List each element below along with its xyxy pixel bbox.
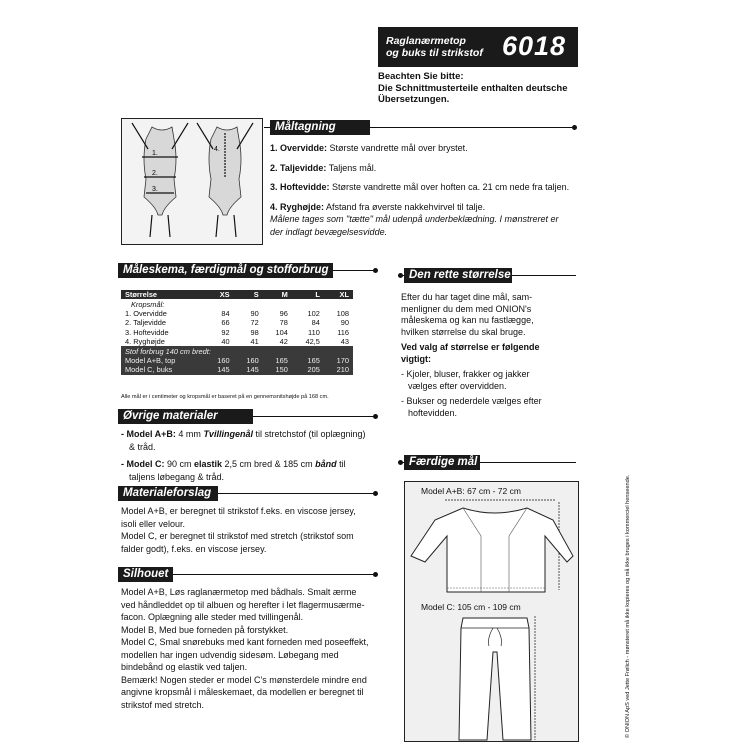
measure-item [270, 201, 590, 214]
right-size-bullet: hoftevidden. [408, 407, 458, 418]
cell: 66 [221, 318, 230, 328]
suggestion-line: falder godt), f.eks. en viscose jersey. [121, 543, 267, 554]
section-heading-size-chart: Måleskema, færdigmål og stofforbrug [118, 263, 333, 278]
cell: 96 [279, 308, 288, 318]
fig-label-3: 3. [152, 186, 158, 193]
measure-item-num: 4. Ryghøjde: [270, 201, 325, 212]
cell: 160 [234, 356, 263, 365]
bullet-dot [373, 491, 378, 496]
trousers-illustration [405, 612, 577, 742]
materials-model: - Model C: [121, 459, 165, 469]
table-row [121, 328, 353, 337]
silhouette-text [121, 586, 383, 711]
materials-list [121, 428, 383, 483]
materials-text: 90 cm [164, 459, 195, 469]
fig-label-1: 1. [152, 150, 158, 157]
cell: 170 [324, 356, 353, 365]
sub-label: Kropsmål: [131, 299, 165, 309]
cell: 145 [204, 365, 233, 374]
measure-item [270, 181, 590, 194]
bullet-dot [398, 273, 403, 278]
cell: 90 [250, 308, 259, 318]
materials-text: & tråd. [129, 441, 156, 452]
materials-emph: bånd [315, 459, 337, 469]
materials-emph: Tvillingenål [203, 429, 253, 439]
cell: 145 [234, 365, 263, 374]
size-header-cell: S [234, 290, 263, 299]
measure-item [270, 162, 590, 175]
body-measurement-figure [121, 118, 263, 245]
pattern-number: 6018 [502, 31, 567, 61]
size-header-cell: M [263, 290, 292, 299]
right-size-line: menligner du dem med ONION's [401, 303, 532, 314]
cell: 42,5 [305, 337, 320, 347]
row-label: 2. Taljevidde [125, 318, 166, 328]
bullet-dot [373, 268, 378, 273]
silhouette-line: Model C, Smal snørebuks med kant forneden med poseeffekt, [121, 637, 369, 647]
bullet-dot [398, 460, 403, 465]
cell: 78 [279, 318, 288, 328]
silhouette-line: angivne kropsmål i måleskemaet, da modellen er beregnet til [121, 687, 364, 697]
suggestion-line: Model A+B, er beregnet til strikstof f.eks. en viscose jersey, [121, 506, 356, 516]
cell: 150 [263, 365, 292, 374]
size-header-row [121, 290, 353, 299]
body-figure-illustration [122, 119, 261, 243]
right-size-bullet: - Kjoler, bluser, frakker og jakker [401, 369, 530, 379]
cell: 84 [221, 308, 230, 318]
measure-item-num: 2. Taljevidde: [270, 162, 327, 173]
fabric-label: Stof forbrug 140 cm bredt: [121, 346, 353, 355]
cell: 116 [337, 327, 349, 337]
materials-text: 2,5 cm bred & 185 cm [222, 459, 316, 469]
note-line: Die Schnittmusterteile enthalten deutsche [378, 82, 568, 94]
right-size-line: Efter du har taget dine mål, sam- [401, 292, 533, 302]
silhouette-line: Model B, Med bue forneden på forstykket. [121, 624, 289, 635]
silhouette-line: Model A+B, Løs raglanærmetop med bådhals. Smalt ærme [121, 587, 357, 597]
cell: 104 [275, 327, 288, 337]
pattern-title-line2: og buks til strikstof [386, 47, 483, 59]
section-heading-finished: Færdige mål [404, 455, 480, 470]
german-note [378, 71, 588, 106]
size-chart-footnote: Alle mål er i centimeter og kropsmål er baseret på en gennemsnitshøjde på 168 cm. [121, 394, 329, 400]
section-heading-suggestions: Materialeforslag [118, 486, 218, 501]
bullet-dot [373, 414, 378, 419]
right-size-bullet: - Bukser og nederdele vælges efter [401, 396, 542, 406]
cell: 84 [311, 318, 320, 328]
size-chart-table-wrap [121, 290, 353, 375]
section-heading-measuring: Måltagning [270, 120, 370, 135]
materials-model: - Model A+B: [121, 429, 176, 439]
materials-text: 4 mm [175, 429, 204, 439]
silhouette-line: facon. Oplægning alle steder med tvillingenål. [121, 612, 304, 622]
right-size-bullet: vælges efter overvidden. [408, 380, 507, 391]
size-header-cell: XL [324, 290, 353, 299]
table-row [121, 365, 353, 374]
measure-item-text: Største vandrette mål over hoften ca. 21 cm nede fra taljen. [332, 182, 570, 192]
cell: 110 [308, 327, 320, 337]
materials-text: taljens løbegang & tråd. [129, 471, 225, 482]
pattern-title-line1: Raglanærmetop [386, 35, 466, 47]
measure-item [270, 142, 590, 155]
section-heading-silhouette: Silhouet [118, 567, 173, 582]
cell: 42 [279, 337, 288, 347]
cell: 41 [250, 337, 259, 347]
materials-item [121, 428, 383, 441]
cell: 165 [292, 356, 324, 365]
size-chart-table [121, 290, 353, 375]
silhouette-line: bindebånd og elastik ved taljen. [121, 662, 248, 672]
table-row [121, 356, 353, 365]
table-row [121, 346, 353, 355]
right-size-line: hvilken størrelse du skal bruge. [401, 326, 526, 337]
materials-item [121, 458, 383, 471]
copyright-vertical: © ONION ApS ved Jette Frølich - mønsteret må ikke kopieres og må ikke bruges i kommerciel henseende. [625, 474, 631, 738]
note-line: Übersetzungen. [378, 94, 450, 105]
measure-note: Målene tages som "tætte" mål udenpå underbeklædning. I mønstreret er [270, 214, 559, 224]
section-heading-materials: Øvrige materialer [118, 409, 253, 424]
measure-item-num: 3. Hoftevidde: [270, 182, 330, 192]
row-label: Model A+B, top [121, 356, 204, 365]
table-row [121, 309, 353, 318]
row-label: 3. Hoftevidde [125, 327, 169, 337]
size-header-cell: Størrelse [121, 290, 204, 299]
measure-item-text: Største vandrette mål over brystet. [329, 143, 468, 153]
cell: 165 [263, 356, 292, 365]
fig-label-4: 4. [214, 146, 220, 153]
silhouette-line: ved håndleddet op til albuen og herefter i let flagermusærme- [121, 599, 365, 610]
materials-text: til [336, 459, 346, 469]
suggestion-line: Model C, er beregnet til strikstof med stretch (strikstof som [121, 531, 354, 541]
fig-label-2: 2. [152, 170, 158, 177]
section-heading-right-size: Den rette størrelse [404, 268, 512, 283]
row-label: 4. Ryghøjde [125, 337, 165, 347]
cell: 160 [204, 356, 233, 365]
measure-note: der indlagt bevægelsesvidde. [270, 226, 388, 237]
cell: 102 [307, 308, 320, 318]
row-label: 1. Overvidde [125, 308, 167, 318]
materials-emph: elastik [194, 459, 223, 469]
suggestion-line: isoli eller velour. [121, 518, 186, 529]
finished-label-ab: Model A+B: 67 cm - 72 cm [421, 486, 521, 496]
measure-item-num: 1. Overvidde: [270, 143, 328, 153]
cell: 72 [250, 318, 259, 328]
cell: 40 [221, 337, 230, 347]
cell: 205 [292, 365, 324, 374]
note-line: Beachten Sie bitte: [378, 71, 464, 82]
right-size-bold: vigtigt: [401, 353, 431, 364]
cell: 43 [340, 337, 349, 347]
table-row [121, 299, 353, 308]
right-size-text [401, 292, 581, 419]
cell: 98 [250, 327, 259, 337]
row-label: Model C, buks [121, 365, 204, 374]
suggestions-text [121, 505, 383, 555]
finished-measurements-figure [404, 481, 579, 742]
cell: 108 [336, 308, 349, 318]
size-header-cell: L [292, 290, 324, 299]
silhouette-line: Bemærk! Nogen steder er model C's mønsterdele mindre end [121, 674, 367, 685]
bullet-dot [373, 572, 378, 577]
bullet-dot [572, 125, 577, 130]
right-size-line: måleskema og kan nu fastlægge, [401, 315, 534, 325]
table-row [121, 337, 353, 346]
silhouette-line: modellen har ingen udvendig sidesøm. Løbegang med [121, 649, 339, 660]
size-header-cell: XS [204, 290, 233, 299]
materials-text: til stretchstof (til oplægning) [252, 429, 366, 439]
cell: 92 [221, 327, 230, 337]
top-illustration [405, 496, 577, 598]
measure-item-text: Afstand fra øverste nakkehvirvel til talje. [326, 201, 486, 212]
measure-item-text: Taljens mål. [328, 162, 377, 173]
cell: 210 [324, 365, 353, 374]
cell: 90 [340, 318, 349, 328]
silhouette-line: strikstof med stretch. [121, 699, 205, 710]
pattern-title [386, 35, 506, 59]
finished-label-c: Model C: 105 cm - 109 cm [421, 602, 521, 612]
table-row [121, 318, 353, 327]
right-size-bold: Ved valg af størrelse er følgende [401, 342, 540, 352]
measuring-list [270, 142, 590, 238]
